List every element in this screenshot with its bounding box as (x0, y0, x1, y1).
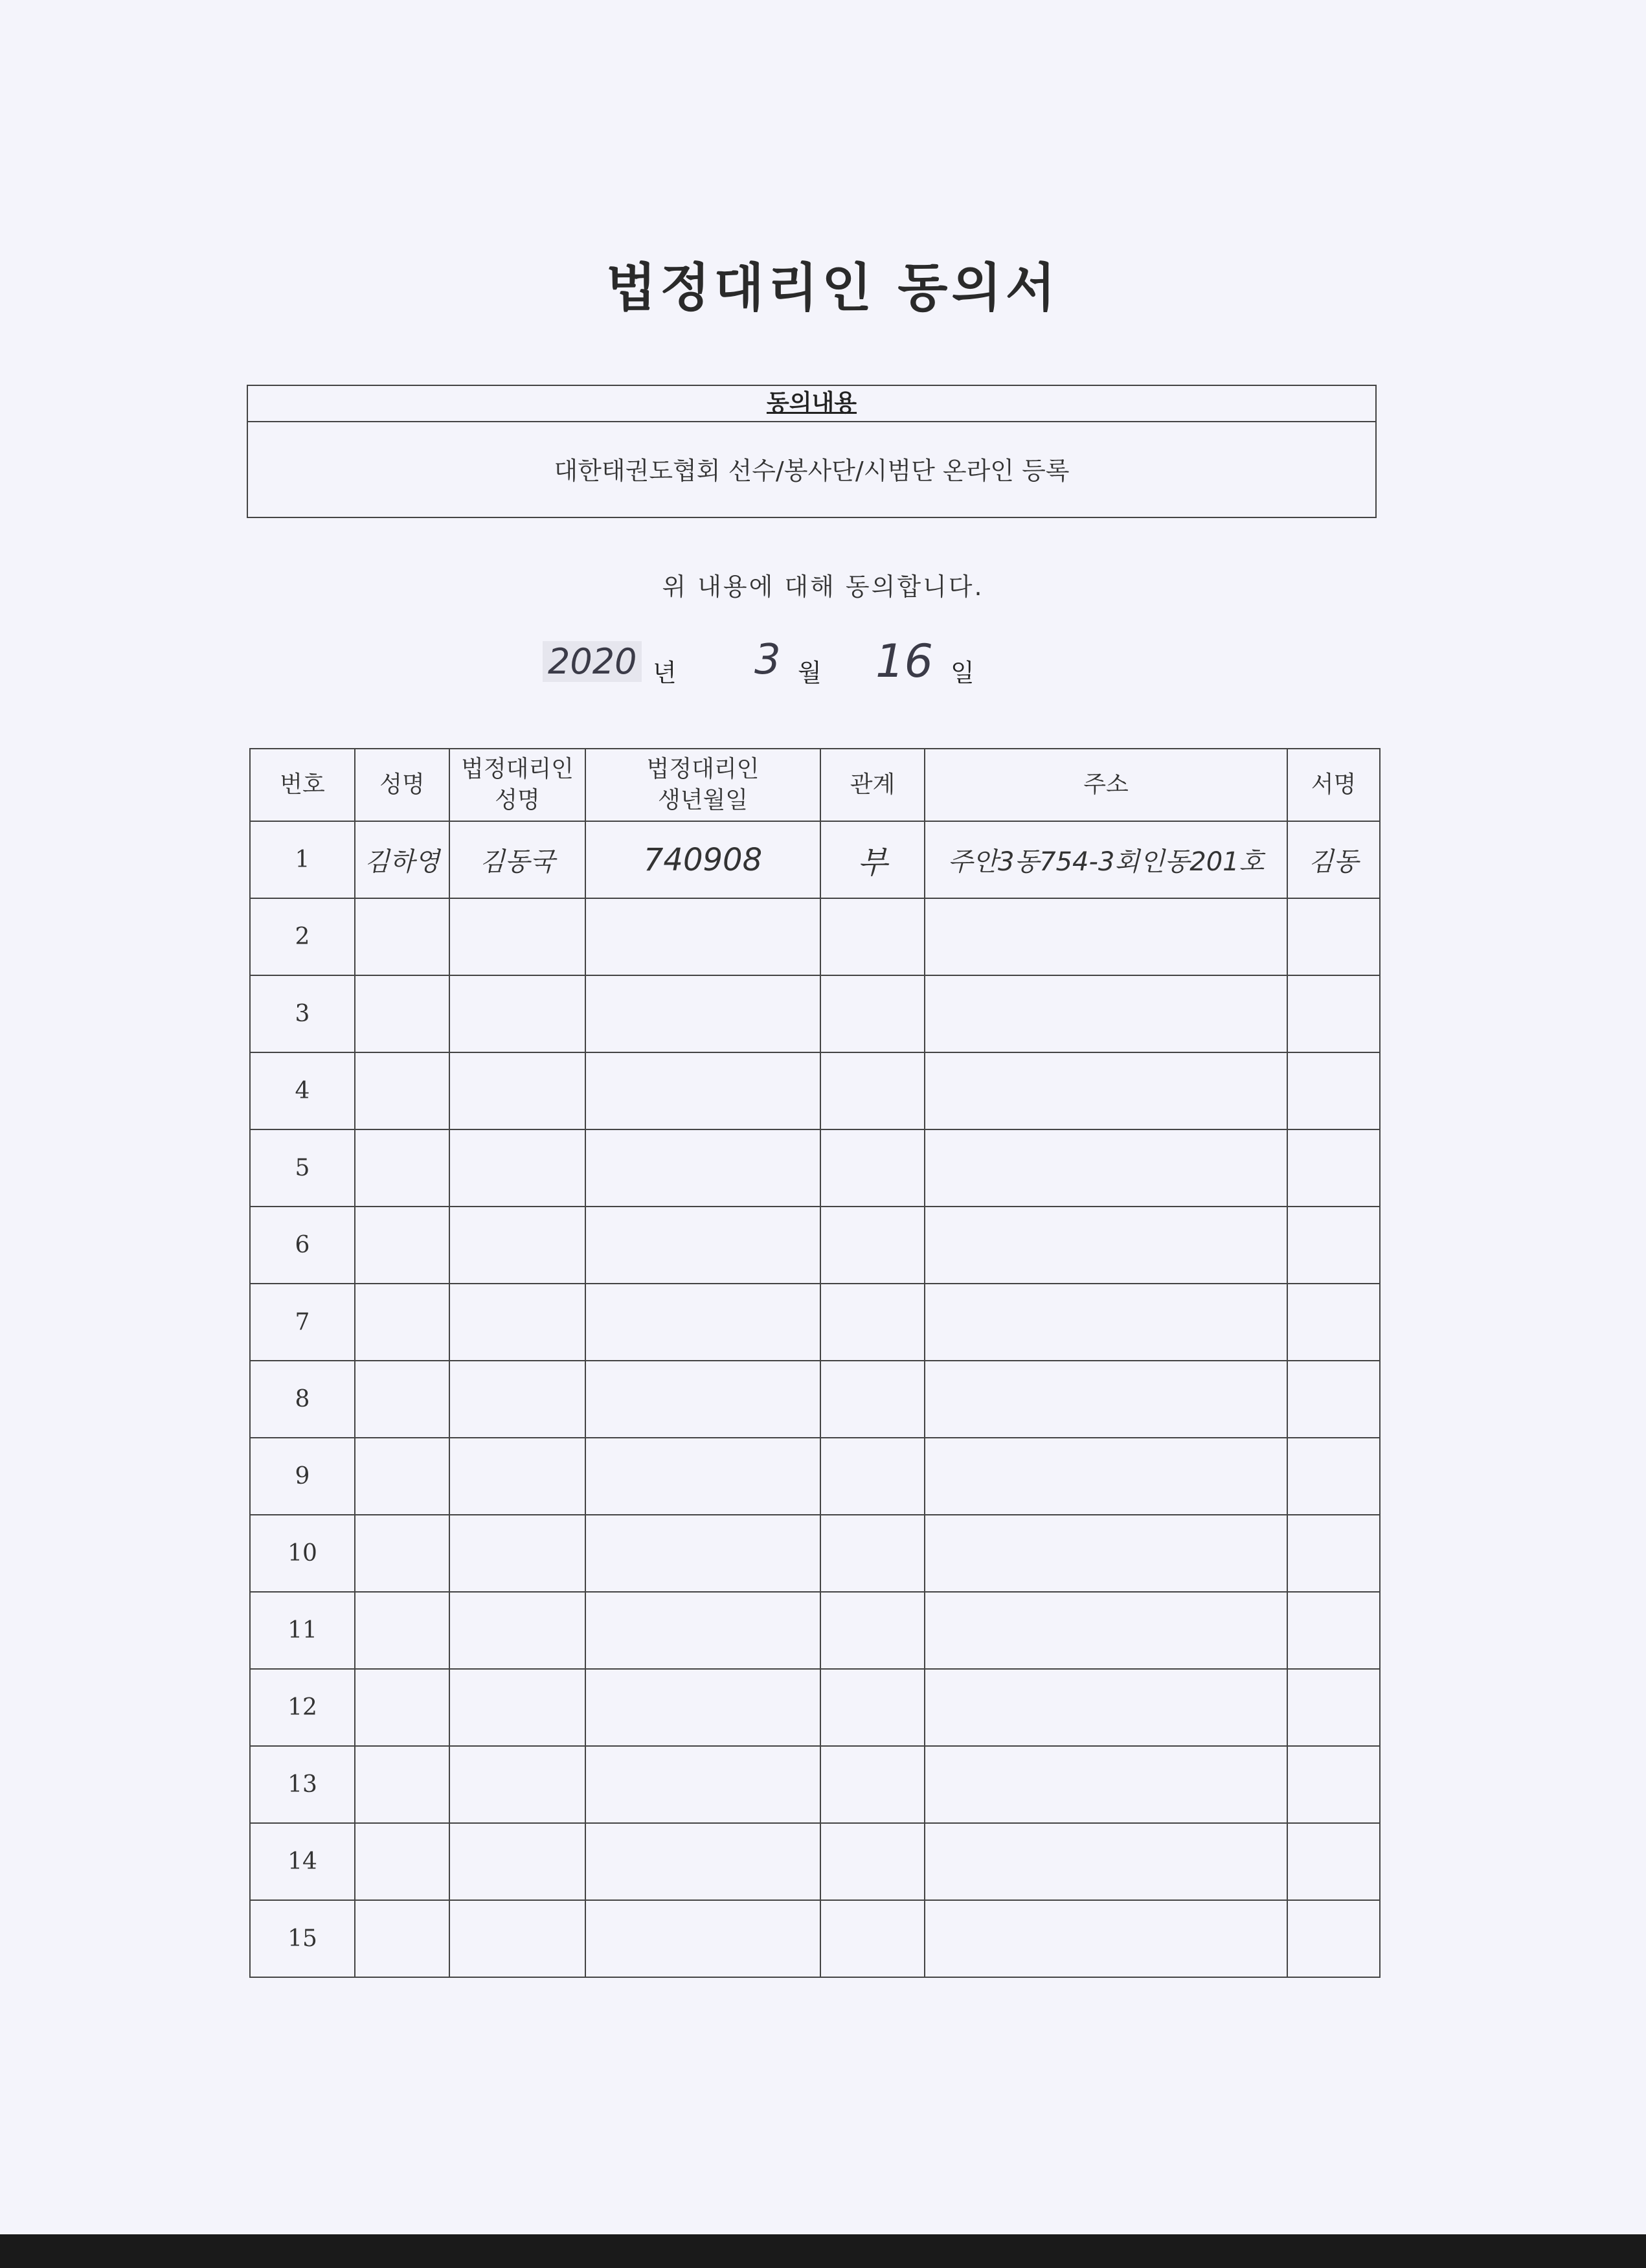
cell-relation: 부 (820, 821, 925, 898)
cell-address (925, 975, 1287, 1052)
cell-address (925, 1438, 1287, 1515)
cell-name (355, 1515, 449, 1592)
table-row (250, 1900, 1380, 1977)
cell-guardian-birth (585, 1746, 820, 1823)
cell-address (925, 1361, 1287, 1438)
date-month: 3 (754, 636, 781, 684)
cell-relation (820, 1900, 925, 1977)
cell-no: 6 (250, 1207, 355, 1284)
cell-no: 2 (250, 898, 355, 975)
cell-address (925, 1207, 1287, 1284)
header-guardian-name (449, 749, 585, 821)
cell-no: 4 (250, 1052, 355, 1129)
cell-relation (820, 1284, 925, 1361)
cell-signature (1287, 1207, 1380, 1284)
consent-body: 대한태권도협회 선수/봉사단/시범단 온라인 등록 (554, 457, 1070, 485)
header-address: 주소 (925, 749, 1287, 821)
cell-signature (1287, 898, 1380, 975)
cell-guardian-name: 김동국 (449, 821, 585, 898)
cell-relation (820, 1207, 925, 1284)
cell-name (355, 1746, 449, 1823)
cell-guardian-birth (585, 1129, 820, 1207)
table-row (250, 1823, 1380, 1900)
table-row (250, 975, 1380, 1052)
header-signature: 서명 (1287, 749, 1380, 821)
cell-address (925, 1669, 1287, 1746)
cell-signature: 김동 (1287, 821, 1380, 898)
cell-relation (820, 898, 925, 975)
cell-name (355, 975, 449, 1052)
cell-relation (820, 1052, 925, 1129)
cell-guardian-name (449, 1669, 585, 1746)
consent-box (247, 385, 1377, 518)
date-day-unit: 일 (951, 659, 975, 687)
cell-name (355, 898, 449, 975)
cell-no: 14 (250, 1823, 355, 1900)
table-row (250, 1669, 1380, 1746)
header-guardian-name-line1: 법정대리인 (461, 756, 574, 782)
date-line (0, 635, 1646, 699)
cell-guardian-birth (585, 1515, 820, 1592)
cell-guardian-name (449, 1592, 585, 1669)
cell-guardian-name (449, 975, 585, 1052)
table-header-row (250, 749, 1380, 821)
cell-no: 12 (250, 1669, 355, 1746)
cell-name (355, 1052, 449, 1129)
header-guardian-birth (585, 749, 820, 821)
scan-bottom-edge (0, 2234, 1646, 2268)
cell-guardian-birth (585, 1052, 820, 1129)
cell-guardian-birth (585, 1438, 820, 1515)
cell-guardian-name (449, 1284, 585, 1361)
document-title: 법정대리인 동의서 (605, 258, 1060, 318)
cell-address (925, 1129, 1287, 1207)
cell-guardian-name (449, 1207, 585, 1284)
guardian-roster-table (249, 748, 1381, 1978)
cell-guardian-birth: 740908 (585, 821, 820, 898)
table-row (250, 1284, 1380, 1361)
cell-no: 1 (250, 821, 355, 898)
cell-guardian-name (449, 1129, 585, 1207)
cell-guardian-birth (585, 1361, 820, 1438)
cell-no: 3 (250, 975, 355, 1052)
table-row (250, 1052, 1380, 1129)
cell-relation (820, 975, 925, 1052)
consent-heading: 동의내용 (248, 386, 1375, 422)
cell-name (355, 1284, 449, 1361)
cell-signature (1287, 1284, 1380, 1361)
date-day: 16 (875, 635, 934, 688)
cell-relation (820, 1669, 925, 1746)
header-relation: 관계 (820, 749, 925, 821)
cell-relation (820, 1823, 925, 1900)
cell-relation (820, 1592, 925, 1669)
table-row (250, 1207, 1380, 1284)
cell-signature (1287, 1361, 1380, 1438)
cell-name: 김하영 (355, 821, 449, 898)
header-name: 성명 (355, 749, 449, 821)
cell-signature (1287, 975, 1380, 1052)
agreement-text: 위 내용에 대해 동의합니다. (662, 573, 984, 601)
table-row (250, 1515, 1380, 1592)
cell-address (925, 1900, 1287, 1977)
cell-address (925, 1746, 1287, 1823)
cell-guardian-birth (585, 898, 820, 975)
header-guardian-birth-line1: 법정대리인 (646, 756, 760, 782)
header-no: 번호 (250, 749, 355, 821)
cell-signature (1287, 1746, 1380, 1823)
cell-relation (820, 1746, 925, 1823)
cell-guardian-birth (585, 1592, 820, 1669)
cell-guardian-name (449, 1823, 585, 1900)
cell-signature (1287, 1823, 1380, 1900)
cell-address (925, 1515, 1287, 1592)
cell-name (355, 1207, 449, 1284)
table-row (250, 1592, 1380, 1669)
cell-no: 10 (250, 1515, 355, 1592)
cell-signature (1287, 1515, 1380, 1592)
table-row (250, 1361, 1380, 1438)
date-month-unit: 월 (798, 659, 822, 687)
cell-signature (1287, 1669, 1380, 1746)
cell-guardian-name (449, 1361, 585, 1438)
cell-guardian-birth (585, 1900, 820, 1977)
cell-signature (1287, 1592, 1380, 1669)
cell-guardian-birth (585, 1207, 820, 1284)
cell-relation (820, 1361, 925, 1438)
cell-no: 5 (250, 1129, 355, 1207)
cell-guardian-name (449, 1515, 585, 1592)
cell-no: 15 (250, 1900, 355, 1977)
table-row (250, 1129, 1380, 1207)
cell-address (925, 1052, 1287, 1129)
cell-no: 9 (250, 1438, 355, 1515)
cell-guardian-name (449, 1438, 585, 1515)
cell-guardian-birth (585, 975, 820, 1052)
table-row (250, 1746, 1380, 1823)
cell-name (355, 1438, 449, 1515)
cell-relation (820, 1438, 925, 1515)
cell-guardian-name (449, 1052, 585, 1129)
cell-address (925, 1592, 1287, 1669)
table-row (250, 898, 1380, 975)
table-row (250, 1438, 1380, 1515)
header-guardian-name-line2: 성명 (495, 787, 540, 813)
cell-signature (1287, 1129, 1380, 1207)
cell-address (925, 1284, 1287, 1361)
cell-name (355, 1669, 449, 1746)
cell-name (355, 1823, 449, 1900)
cell-guardian-name (449, 1900, 585, 1977)
cell-address: 주안3동754-3회인동201호 (925, 821, 1287, 898)
cell-guardian-name (449, 1746, 585, 1823)
cell-guardian-birth (585, 1823, 820, 1900)
header-guardian-birth-line2: 생년월일 (657, 787, 749, 813)
cell-guardian-name (449, 898, 585, 975)
cell-address (925, 1823, 1287, 1900)
cell-no: 13 (250, 1746, 355, 1823)
date-year-unit: 년 (653, 659, 677, 687)
date-year: 2020 (543, 641, 642, 682)
cell-no: 7 (250, 1284, 355, 1361)
cell-name (355, 1129, 449, 1207)
table-row (250, 821, 1380, 898)
cell-no: 8 (250, 1361, 355, 1438)
cell-signature (1287, 1052, 1380, 1129)
cell-guardian-birth (585, 1284, 820, 1361)
cell-address (925, 898, 1287, 975)
cell-name (355, 1592, 449, 1669)
cell-relation (820, 1129, 925, 1207)
cell-signature (1287, 1900, 1380, 1977)
cell-name (355, 1361, 449, 1438)
cell-relation (820, 1515, 925, 1592)
cell-no: 11 (250, 1592, 355, 1669)
cell-signature (1287, 1438, 1380, 1515)
cell-name (355, 1900, 449, 1977)
cell-guardian-birth (585, 1669, 820, 1746)
